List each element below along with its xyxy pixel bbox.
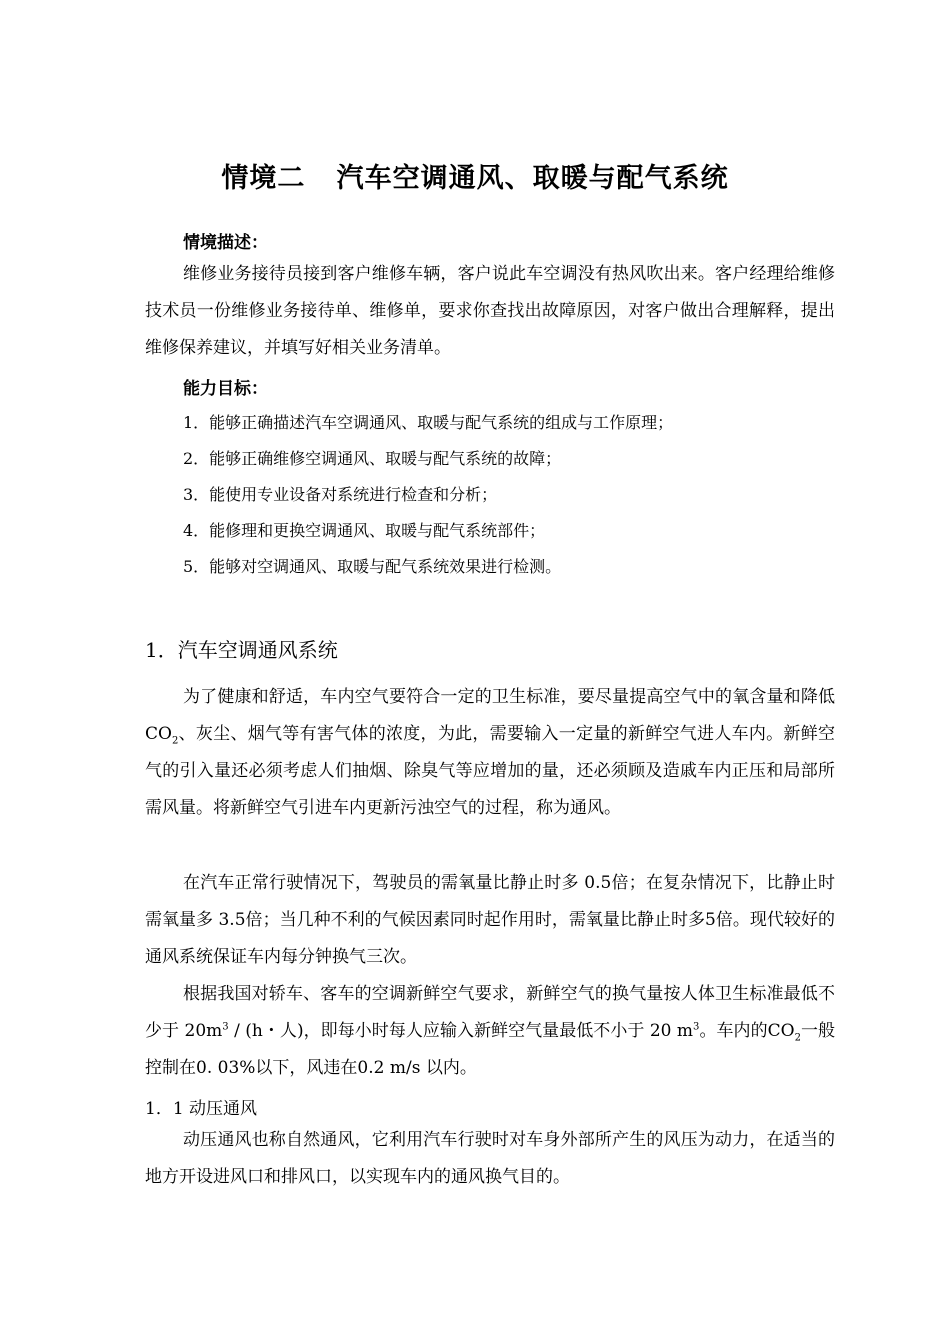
p3-text-d: 一般控制在0. 03%以下，风违在0.2 m/s 以内。 — [145, 1021, 836, 1078]
goal-item-5: 5．能够对空调通风、取暖与配气系统效果进行检测。 — [183, 557, 562, 576]
section-paragraph-4: 动压通风也称自然通风，它利用汽车行驶时对车身外部所产生的风压为动力，在适当的地方开设进风口和排风口，以实现车内的通风换气目的。 — [145, 1130, 835, 1187]
section-heading: 1．汽车空调通风系统 — [145, 638, 338, 662]
p3-subscript: 2 — [794, 1032, 801, 1044]
p1-text-b: 、灰尘、烟气等有害气体的浓度，为此，需要输入一定量的新鲜空气进人车内。新鲜空气的引入量还必须考虑人们抽烟、除臭气等应增加的量，还必须顾及造戚车内正压和局部所需风量。将新鲜空气引进车内更新污浊空气的过程，称为通风。 — [145, 724, 835, 818]
p3-superscript-2: 3 — [693, 1021, 700, 1033]
goal-item-2: 2．能够正确维修空调通风、取暖与配气系统的故障； — [183, 449, 562, 468]
p1-text-a: 为了健康和舒适，车内空气要符合一定的卫生标准，要尽量提高空气中的氧含量和降低CO — [145, 687, 835, 744]
section-paragraph-3 — [145, 976, 835, 1087]
goal-item-4: 4．能修理和更换空调通风、取暖与配气系统部件； — [183, 521, 546, 540]
section-paragraph-1 — [145, 679, 835, 827]
p1-subscript: 2 — [171, 735, 179, 747]
page-title: 情境二 汽车空调通风、取暖与配气系统 — [221, 163, 729, 194]
p3-superscript-1: 3 — [222, 1021, 229, 1033]
goals-label: 能力目标： — [183, 379, 268, 399]
scenario-label: 情境描述： — [183, 233, 268, 253]
p3-text-b: / (h・人)，即每小时每人应输入新鲜空气量最低不小于 20 m — [228, 1021, 694, 1041]
goal-item-3: 3．能使用专业设备对系统进行检查和分析； — [183, 485, 498, 504]
p3-text-c: 。车内的CO — [699, 1021, 795, 1041]
sub-heading: 1．1 动压通风 — [145, 1099, 258, 1119]
p3-text-a: 根据我国对轿车、客车的空调新鲜空气要求，新鲜空气的换气量按人体卫生标准最低不少于 20m — [145, 984, 835, 1041]
section-paragraph-2: 在汽车正常行驶情况下，驾驶员的需氧量比静止时多 0.5倍；在复杂情况下，比静止时需氧量多 3.5倍；当几种不利的气候因素同时起作用时，需氧量比静止时多5倍。现代较好的通风系统保证车内每分钟换气三次。 — [145, 873, 835, 967]
goal-item-1: 1．能够正确描述汽车空调通风、取暖与配气系统的组成与工作原理； — [183, 413, 674, 432]
scenario-paragraph: 维修业务接待员接到客户维修车辆，客户说此车空调没有热风吹出来。客户经理给维修技术员一份维修业务接待单、维修单，要求你查找出故障原因，对客户做出合理解释，提出维修保养建议，并填写好相关业务清单。 — [145, 264, 835, 358]
